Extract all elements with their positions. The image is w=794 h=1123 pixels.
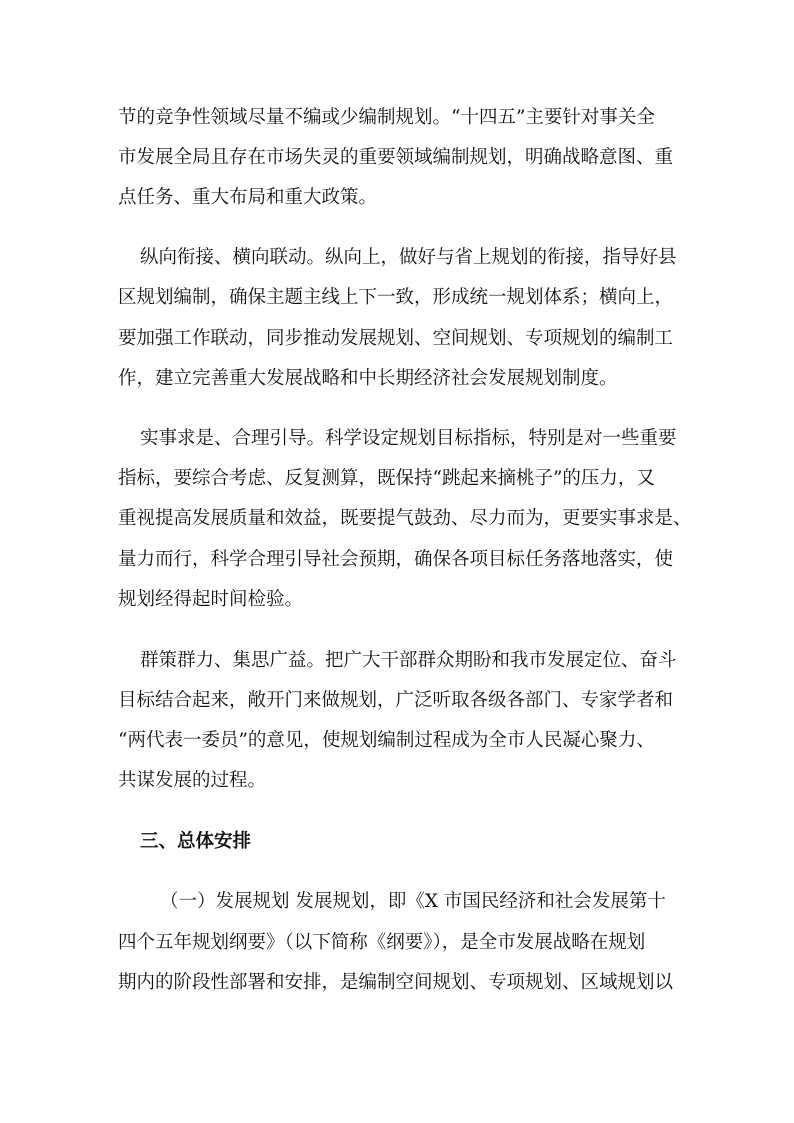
paragraph-4-line-1: 群策群力、集思广益。把广大干部群众期盼和我市发展定位、奋斗 bbox=[140, 650, 677, 671]
paragraph-2-line-1: 纵向衔接、横向联动。纵向上，做好与省上规划的衔接，指导好县 bbox=[140, 247, 677, 268]
paragraph-3-line-2: 指标，要综合考虑、反复测算，既保持“跳起来摘桃子”的压力，又 bbox=[118, 468, 655, 489]
paragraph-5-line-1: （一）发展规划 发展规划，即《X 市国民经济和社会发展第十 bbox=[160, 891, 666, 912]
paragraph-5-line-3: 期内的阶段性部署和安排，是编制空间规划、专项规划、区域规划以 bbox=[118, 972, 674, 993]
paragraph-1-line-1: 节的竞争性领域尽量不编或少编制规划。“十四五”主要针对事关全 bbox=[118, 107, 655, 128]
paragraph-2-line-2: 区规划编制，确保主题主线上下一致，形成统一规划体系；横向上， bbox=[118, 287, 674, 308]
paragraph-4-line-3: “两代表一委员”的意见，使规划编制过程成为全市人民凝心聚力、 bbox=[118, 730, 655, 751]
paragraph-1-line-2: 市发展全局且存在市场失灵的重要领域编制规划，明确战略意图、重 bbox=[118, 147, 674, 168]
paragraph-1-line-3: 点任务、重大布局和重大政策。 bbox=[118, 187, 378, 208]
paragraph-3-line-1: 实事求是、合理引导。科学设定规划目标指标，特别是对一些重要 bbox=[140, 428, 677, 449]
paragraph-4-line-4: 共谋发展的过程。 bbox=[118, 770, 267, 791]
paragraph-4-line-2: 目标结合起来，敞开门来做规划，广泛听取各级各部门、专家学者和 bbox=[118, 690, 674, 711]
paragraph-2-line-4: 作，建立完善重大发展战略和中长期经济社会发展规划制度。 bbox=[118, 368, 618, 389]
paragraph-3-line-5: 规划经得起时间检验。 bbox=[118, 589, 304, 610]
paragraph-5-line-2: 四个五年规划纲要》（以下简称《纲要》），是全市发展战略在规划 bbox=[118, 932, 646, 953]
paragraph-3-line-3: 重视提高发展质量和效益，既要提气鼓劲、尽力而为，更要实事求是、 bbox=[118, 508, 692, 529]
paragraph-2-line-3: 要加强工作联动，同步推动发展规划、空间规划、专项规划的编制工 bbox=[118, 328, 674, 349]
section-heading: 三、总体安排 bbox=[140, 831, 252, 852]
paragraph-3-line-4: 量力而行，科学合理引导社会预期，确保各项目标任务落地落实，使 bbox=[118, 549, 674, 570]
